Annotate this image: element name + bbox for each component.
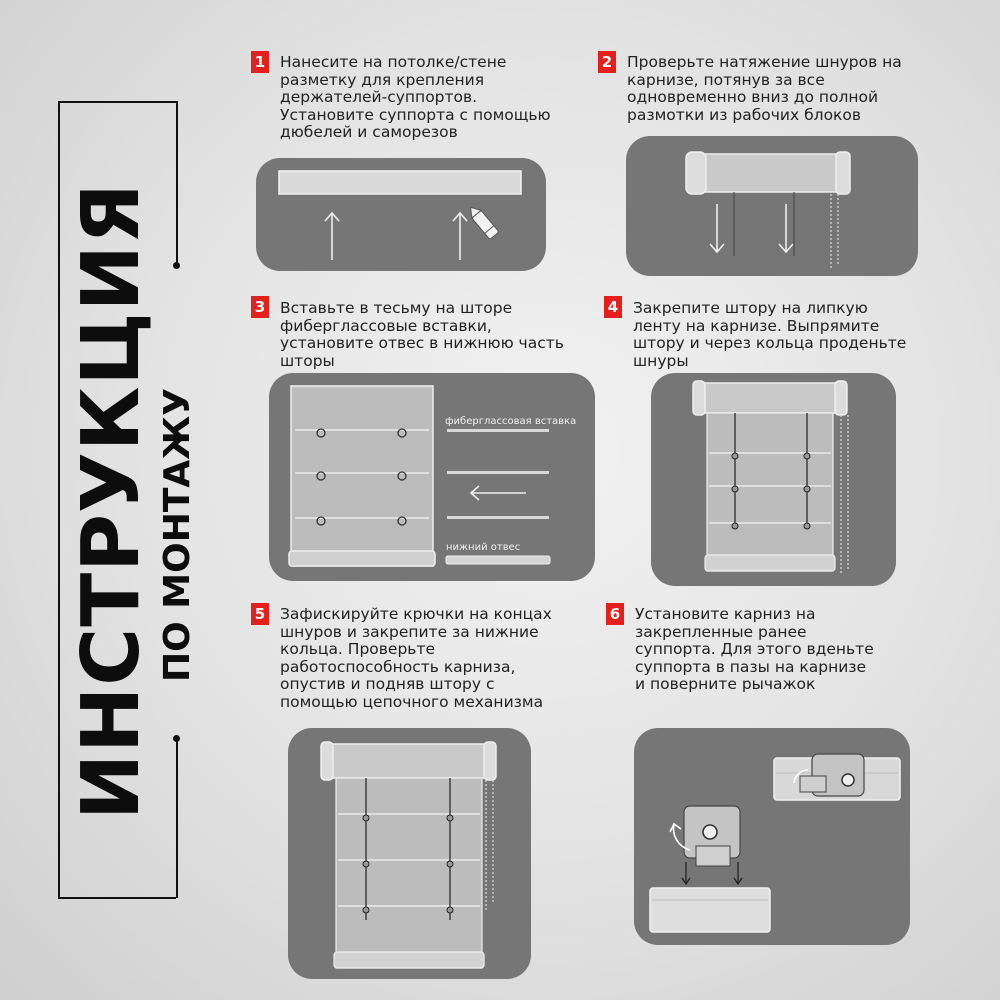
title-frame-left xyxy=(58,101,60,899)
step-2-text: Проверьте натяжение шнуров на карнизе, потянув за все одновременно вниз до полной размотки из рабочих блоков xyxy=(627,53,902,124)
arrow-up-icon xyxy=(325,213,339,260)
step-5-text: Зафискируйте крючки на концах шнуров и закрепите за нижние кольца. Проверьте работоспособность карниза, опустив и подняв штору с помощью цепочного механизма xyxy=(280,605,552,711)
step-2-diagram xyxy=(626,136,918,276)
step-1-text: Нанесите на потолке/стене разметку для крепления держателей-суппортов. Установите суппорта с помощью дюбелей и саморезов xyxy=(280,53,551,141)
fiberglass-rod xyxy=(447,471,549,474)
page-title: ИНСТРУКЦИЯ xyxy=(65,182,157,820)
cornice-end-cap xyxy=(836,152,850,194)
page-subtitle: ПО МОНТАЖУ xyxy=(157,387,198,682)
step-3-badge: 3 xyxy=(251,296,269,318)
bottom-weight xyxy=(334,952,484,968)
cornice-end-cap xyxy=(321,742,333,780)
chain-icon xyxy=(831,194,838,270)
cornice-end-cap xyxy=(484,742,496,780)
curtain-fabric xyxy=(291,386,433,566)
weight-bar xyxy=(446,556,550,564)
cornice-rail xyxy=(699,383,841,413)
step-1-diagram xyxy=(256,158,546,271)
cornice-rail-section xyxy=(650,888,770,932)
bottom-weight xyxy=(289,551,435,566)
fiberglass-rod xyxy=(447,429,549,432)
cornice-rail xyxy=(328,744,488,778)
label-fiberglass-insert: фибергласcовая вставка xyxy=(445,416,577,427)
title-frame-right-lower xyxy=(176,738,178,898)
ceiling-strip xyxy=(279,171,521,194)
title-frame-dot-lower xyxy=(173,735,180,742)
step-1-badge: 1 xyxy=(251,51,269,73)
step-5-diagram xyxy=(288,728,531,979)
step-6-text: Установите карниз на закрепленные ранее суппорта. Для этого вденьте суппорта в пазы на карнизе и поверните рычажок xyxy=(635,605,874,693)
arrow-up-icon xyxy=(453,213,467,260)
chain-icon xyxy=(486,780,493,910)
cornice-end-cap xyxy=(686,152,706,194)
cornice-end-cap xyxy=(835,381,847,415)
cornice-end-cap xyxy=(693,381,705,415)
curtain-fabric xyxy=(336,778,482,968)
title-frame-dot-upper xyxy=(173,262,180,269)
arrow-down-icon xyxy=(710,204,724,252)
cornice-rail xyxy=(694,154,844,192)
marker-pen-icon xyxy=(466,203,499,239)
step-3-diagram xyxy=(269,373,595,581)
title-frame-bottom xyxy=(58,897,176,899)
step-4-text: Закрепите штору на липкую ленту на карнизе. Выпрямите штору и через кольца проденьте шнуры xyxy=(633,299,907,370)
step-3-text: Вставьте в тесьму на шторе фибергласcовые вставки, установите отвес в нижнюю часть шторы xyxy=(280,299,564,370)
step-6-diagram xyxy=(634,728,910,945)
chain-icon xyxy=(841,415,848,573)
step-4-badge: 4 xyxy=(604,296,622,318)
step-2-badge: 2 xyxy=(598,51,616,73)
label-bottom-weight: нижний отвес xyxy=(446,542,521,553)
curtain-fabric xyxy=(707,413,833,571)
step-4-diagram xyxy=(651,373,896,586)
bottom-weight xyxy=(705,555,835,571)
arrow-down-icon xyxy=(779,204,793,252)
support-bracket-icon xyxy=(684,806,740,866)
arrow-left-icon xyxy=(471,486,526,500)
fiberglass-rod xyxy=(447,516,549,519)
title-frame-top xyxy=(58,101,176,103)
step-6-badge: 6 xyxy=(606,603,624,625)
title-frame-right-upper xyxy=(176,101,178,266)
step-5-badge: 5 xyxy=(251,603,269,625)
